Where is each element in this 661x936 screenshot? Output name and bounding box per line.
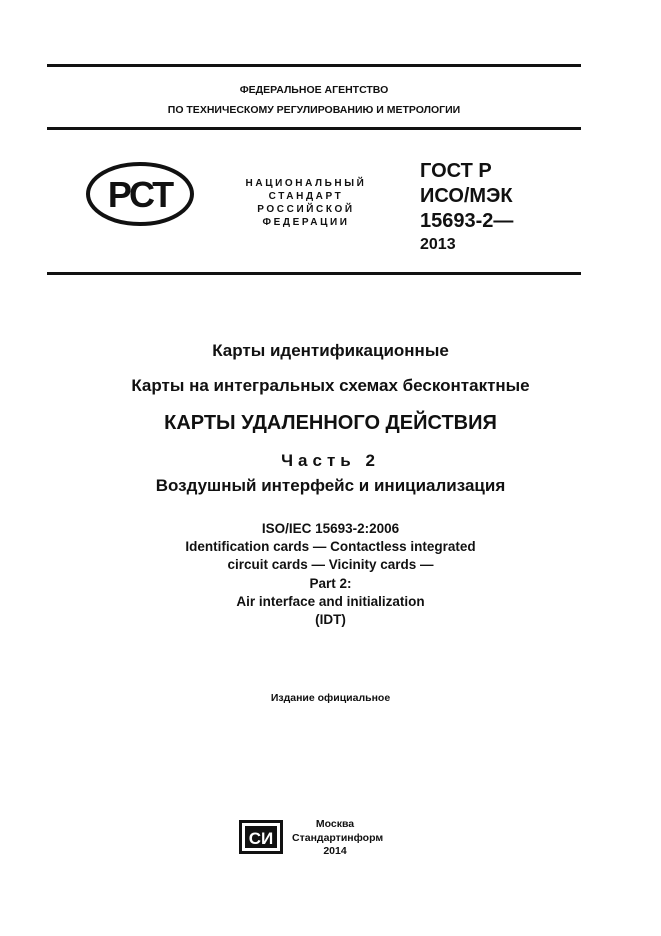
title-line-3: КАРТЫ УДАЛЕННОГО ДЕЙСТВИЯ xyxy=(164,412,497,434)
agency-header xyxy=(47,80,581,120)
agency-line-2: ПО ТЕХНИЧЕСКОМУ РЕГУЛИРОВАНИЮ И МЕТРОЛОГИИ xyxy=(167,104,461,116)
national-standard-line-2: СТАНДАРТ xyxy=(268,191,344,202)
title-line-1: Карты идентификационные xyxy=(212,341,449,360)
title-line-2: Карты на интегральных схемах бесконтактные xyxy=(131,376,530,395)
publisher-block xyxy=(292,818,384,859)
designation-line-3: 15693-2— xyxy=(420,210,514,232)
agency-line-1: ФЕДЕРАЛЬНОЕ АГЕНТСТВО xyxy=(239,84,389,96)
iso-line-2: Identification cards — Contactless integrated xyxy=(185,539,476,555)
designation-year: 2013 xyxy=(420,236,456,253)
part-label: Часть 2 xyxy=(281,451,380,470)
iso-line-3: circuit cards — Vicinity cards — xyxy=(227,557,434,573)
designation-line-2: ИСО/МЭК xyxy=(420,185,513,207)
designation-line-1: ГОСТ Р xyxy=(420,160,492,182)
rst-mark-icon xyxy=(86,162,194,226)
standartinform-logo-icon xyxy=(238,819,284,855)
standartinform-logo-text: СИ xyxy=(248,829,274,848)
iso-line-5: Air interface and initialization xyxy=(236,593,425,609)
publisher-city: Москва xyxy=(315,818,355,830)
title-subtitle: Воздушный интерфейс и инициализация xyxy=(155,476,506,495)
rst-mark-text: РСТ xyxy=(107,174,173,215)
publisher-name: Стандартинформ xyxy=(292,831,384,844)
top-rule xyxy=(47,64,581,67)
national-standard-line-3: РОССИЙСКОЙ xyxy=(257,204,355,215)
iso-line-1: ISO/IEC 15693-2:2006 xyxy=(261,521,400,536)
national-standard-label xyxy=(226,177,386,229)
iso-line-4: Part 2: xyxy=(309,575,352,591)
lower-divider-rule xyxy=(47,272,581,275)
national-standard-line-4: ФЕДЕРАЦИИ xyxy=(262,217,350,228)
header-divider-rule xyxy=(47,127,581,130)
publisher-year: 2014 xyxy=(323,845,347,857)
edition-label: Издание официальное xyxy=(270,692,391,704)
iso-line-6: (IDT) xyxy=(315,612,346,628)
iso-reference xyxy=(0,520,661,629)
standard-designation xyxy=(420,159,513,256)
national-standard-line-1: НАЦИОНАЛЬНЫЙ xyxy=(245,178,367,189)
